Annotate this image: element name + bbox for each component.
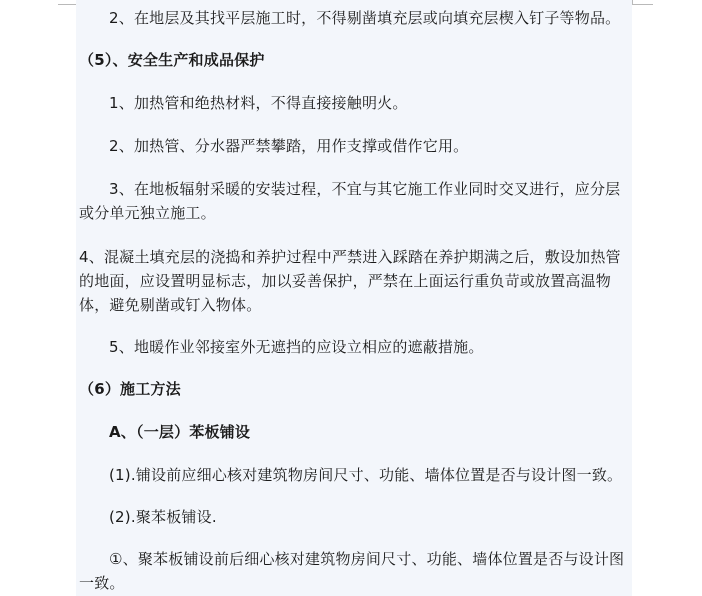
paragraph-method-subitem-1: ①、聚苯板铺设前后细心核对建筑物房间尺寸、功能、墙体位置是否与设计图一致。 [79,550,625,592]
paragraph-safety-item-5: 5、地暖作业邻接室外无遮挡的应设立相应的遮蔽措施。 [109,338,484,356]
subsection-heading-board-laying: A、（一层）苯板铺设 [109,423,251,441]
paragraph-method-item-2: (2).聚苯板铺设. [109,508,217,526]
paragraph-method-item-1: (1).铺设前应细心核对建筑物房间尺寸、功能、墙体位置是否与设计图一致。 [109,466,623,484]
paragraph-safety-item-1: 1、加热管和绝热材料，不得直接接触明火。 [109,94,408,112]
paragraph-safety-item-3: 3、在地板辐射采暖的安装过程，不宜与其它施工作业同时交叉进行，应分层或分单元独立施工。 [79,180,621,222]
page-corner-mark-right [632,0,653,5]
paragraph-ground-layer-note: 2、在地层及其找平层施工时，不得剔凿填充层或向填充层楔入钉子等物品。 [109,9,621,27]
section-heading-method: （6）施工方法 [79,380,181,398]
paragraph-safety-item-4: 4、混凝土填充层的浇捣和养护过程中严禁进入踩踏在养护期满之后，敷设加热管的地面，应设置明显标志，加以妥善保护，严禁在上面运行重负苛或放置高温物体，避免剔凿或钉入物体。 [79,248,621,314]
page-corner-mark-left [58,0,77,5]
section-heading-safety: （5）、安全生产和成品保护 [79,51,265,69]
paragraph-safety-item-2: 2、加热管、分水器严禁攀踏，用作支撑或借作它用。 [109,137,469,155]
